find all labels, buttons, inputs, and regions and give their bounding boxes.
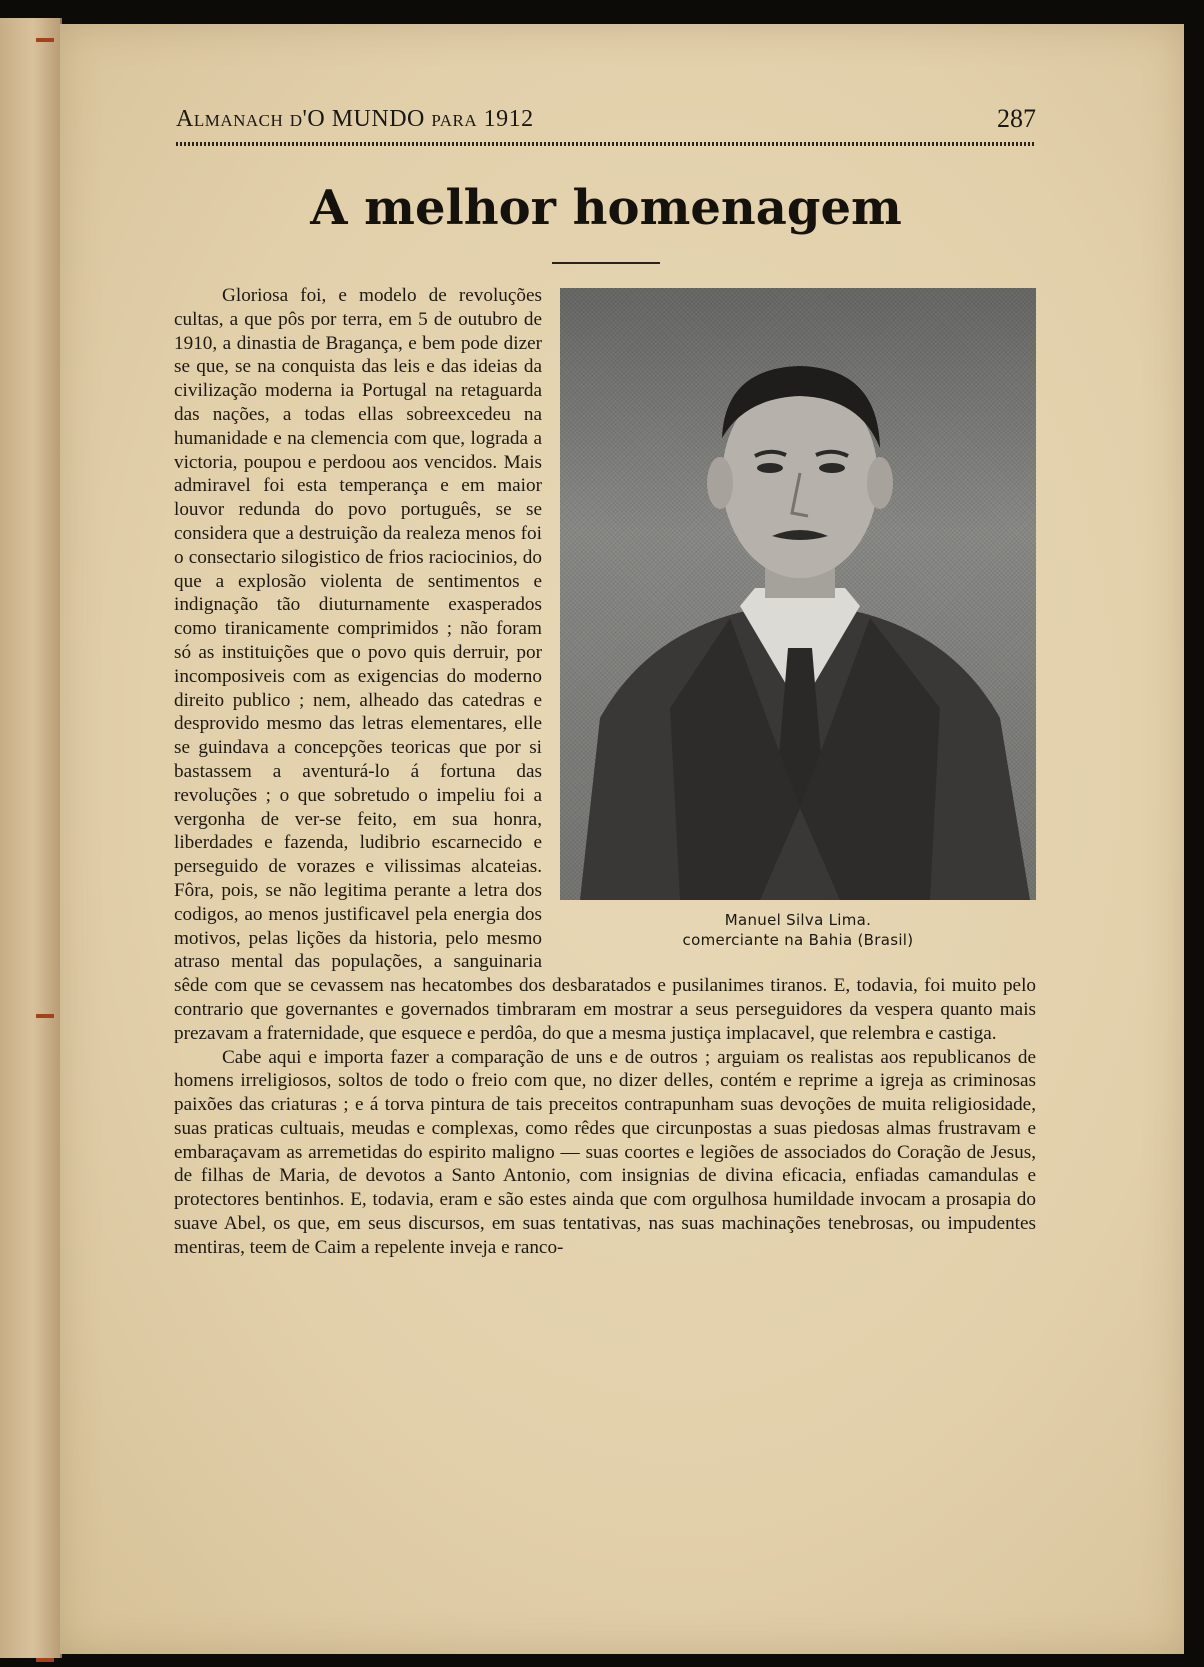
header-rule bbox=[176, 142, 1036, 146]
portrait-figure bbox=[560, 288, 1036, 900]
page-number: 287 bbox=[997, 104, 1036, 133]
portrait-photo bbox=[560, 288, 1036, 900]
spine-mark bbox=[36, 38, 54, 42]
book-spine bbox=[0, 18, 62, 1658]
caption-name: Manuel Silva Lima. bbox=[724, 911, 872, 929]
paragraph: Gloriosa foi, e modelo de revoluções cultas, a que pôs por terra, em 5 de outubro de 1910, a dinastia de Bragança, e bem pode dizer se que, se na conquista das leis e das ideias da civilização moderna ia Portugal na retaguarda das nações, a todas ellas sobreexcedeu na humanidade e na clemencia com que, lograda a victoria, poupou e perdoou aos vencidos. Mais admiravel foi esta temperança e em maior louvor redunda do povo português, se se considera que a destruição da realeza menos foi o consectario silogistico de frios raciocinios, do que a explosão violenta de sentimentos e indignação tão diuturnamente exasperados como tiranicamente comprimidos ; não foram só as instituições que o povo quis derruir, por incomposiveis com as exigencias do moderno direito publico ; nem, alheado das catedras e desprovido mesmo das letras elementares, elle se guindava a concepções teoricas que por si bastassem a aventurá-lo á fortuna das revoluções ; o que sobretudo o impeliu foi a vergonha de ver-se feito, em sua honra, liberdades e fazenda, ludibrio escarnecido e perseguido de vorazes e vilissimas alcateias. Fôra, pois, se não legitima perante a letra dos codigos, ao menos justificavel pela energia dos motivos, pelas lições da historia, pelo mesmo atraso mental das populações, a sanguinaria sêde com que se cevassem nas hecatombes dos desbaratados e pusilanimes tiranos. E, todavia, foi muito pelo contrario que governantes e governados timbraram em mostrar a seus perseguidores da vespera quanto mais prezavam a fraternidade, que esquece e perdôa, do que a mesma justiça implacavel, que relembra e castiga. bbox=[174, 285, 1036, 1044]
title-divider bbox=[552, 262, 660, 264]
caption-description: comerciante na Bahia (Brasil) bbox=[682, 931, 914, 949]
article-body bbox=[174, 284, 1036, 1260]
spine-mark bbox=[36, 1014, 54, 1018]
publication-title: Almanach d'O MUNDO para 1912 bbox=[176, 106, 534, 132]
running-head bbox=[176, 104, 1036, 138]
photo-caption bbox=[560, 910, 1036, 950]
photo-block bbox=[560, 288, 1036, 963]
paragraph: Cabe aqui e importa fazer a comparação de uns e de outros ; arguiam os realistas aos republicanos de homens irreligiosos, soltos de todo o freio com que, no dizer delles, contém e reprime a igreja as criminosas paixões das criaturas ; e á torva pintura de tais preceitos contrapunham suas devoções de muita religiosidade, suas praticas cultuais, meudas e complexas, como rêdes que circunpostas a suas piedosas almas frustravam e embaraçavam as arremetidas do espirito maligno — suas coortes e legiões de associados do Coração de Jesus, de filhas de Maria, de devotos a Santo Antonio, com insignias de divina eficacia, enfiadas camandulas e protectores bentinhos. E, todavia, eram e são estes ainda que com orgulhosa humildade invocam a prosapia do suave Abel, os que, em seus discursos, em suas tentativas, nas suas machinações tenebrosas, ou impudentes mentiras, teem de Caim a repelente inveja e ranco- bbox=[174, 1046, 1036, 1258]
article-title: A melhor homenagem bbox=[310, 180, 902, 236]
spine-mark bbox=[36, 1658, 54, 1662]
